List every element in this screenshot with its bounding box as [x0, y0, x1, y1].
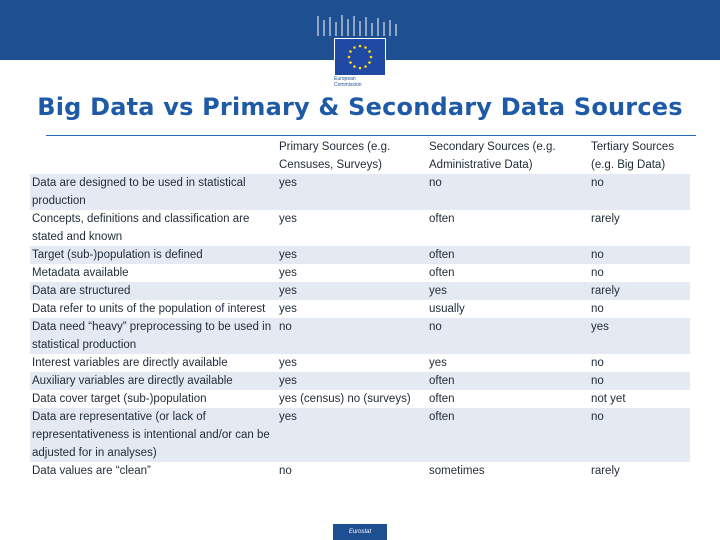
- header-tertiary-sources: Tertiary Sources (e.g. Big Data): [589, 138, 690, 174]
- primary-cell: yes: [277, 282, 427, 300]
- criterion-cell: Data refer to units of the population of interest: [30, 300, 277, 318]
- header-criterion: [30, 138, 277, 174]
- table-row: [30, 174, 690, 210]
- secondary-cell: often: [427, 372, 589, 390]
- criterion-cell: Data need “heavy” preprocessing to be used in statistical production: [30, 318, 277, 354]
- eurostat-logo: Eurostat: [333, 524, 387, 540]
- eu-stars-icon: [335, 39, 385, 75]
- tertiary-cell: rarely: [589, 282, 690, 300]
- table-row: [30, 408, 690, 462]
- tertiary-cell: no: [589, 300, 690, 318]
- secondary-cell: sometimes: [427, 462, 589, 480]
- page-title: Big Data vs Primary & Secondary Data Sources: [37, 93, 683, 121]
- criterion-cell: Concepts, definitions and classification are stated and known: [30, 210, 277, 246]
- logo-line-1: European: [334, 76, 356, 82]
- logo-caption: [334, 76, 394, 88]
- primary-cell: no: [277, 318, 427, 354]
- secondary-cell: often: [427, 246, 589, 264]
- logo-line-2: Commission: [334, 82, 362, 88]
- criterion-cell: Metadata available: [30, 264, 277, 282]
- table-row: [30, 246, 690, 264]
- tertiary-cell: no: [589, 264, 690, 282]
- primary-cell: yes: [277, 300, 427, 318]
- tertiary-cell: rarely: [589, 462, 690, 480]
- table-row: [30, 300, 690, 318]
- table-row: [30, 372, 690, 390]
- criterion-cell: Target (sub-)population is defined: [30, 246, 277, 264]
- secondary-cell: often: [427, 408, 589, 462]
- secondary-cell: no: [427, 174, 589, 210]
- primary-cell: yes: [277, 246, 427, 264]
- table-row: [30, 354, 690, 372]
- tertiary-cell: rarely: [589, 210, 690, 246]
- tertiary-cell: no: [589, 372, 690, 390]
- table-row: [30, 264, 690, 282]
- primary-cell: yes: [277, 210, 427, 246]
- eu-flag-icon: [334, 38, 386, 76]
- table-row: [30, 282, 690, 300]
- primary-cell: yes: [277, 372, 427, 390]
- tertiary-cell: yes: [589, 318, 690, 354]
- sources-comparison-table: [30, 138, 690, 480]
- secondary-cell: often: [427, 264, 589, 282]
- primary-cell: yes: [277, 264, 427, 282]
- criterion-cell: Data cover target (sub-)population: [30, 390, 277, 408]
- tertiary-cell: not yet: [589, 390, 690, 408]
- title-underline: [46, 135, 696, 136]
- secondary-cell: often: [427, 210, 589, 246]
- primary-cell: yes: [277, 408, 427, 462]
- secondary-cell: yes: [427, 282, 589, 300]
- header-primary-sources: Primary Sources (e.g. Censuses, Surveys): [277, 138, 427, 174]
- criterion-cell: Data are representative (or lack of representativeness is intentional and/or can be adjusted for in analyses): [30, 408, 277, 462]
- criterion-cell: Interest variables are directly available: [30, 354, 277, 372]
- secondary-cell: often: [427, 390, 589, 408]
- secondary-cell: usually: [427, 300, 589, 318]
- secondary-cell: yes: [427, 354, 589, 372]
- tertiary-cell: no: [589, 354, 690, 372]
- criterion-cell: Data values are “clean”: [30, 462, 277, 480]
- table-row: [30, 390, 690, 408]
- tertiary-cell: no: [589, 174, 690, 210]
- primary-cell: yes (census) no (surveys): [277, 390, 427, 408]
- table-row: [30, 318, 690, 354]
- table-row: [30, 210, 690, 246]
- table-header-row: [30, 138, 690, 174]
- header-secondary-sources: Secondary Sources (e.g. Administrative Data): [427, 138, 589, 174]
- european-commission-logo: [312, 14, 408, 88]
- criterion-cell: Data are structured: [30, 282, 277, 300]
- primary-cell: yes: [277, 354, 427, 372]
- primary-cell: no: [277, 462, 427, 480]
- tertiary-cell: no: [589, 246, 690, 264]
- secondary-cell: no: [427, 318, 589, 354]
- table-row: [30, 462, 690, 480]
- criterion-cell: Data are designed to be used in statistical production: [30, 174, 277, 210]
- criterion-cell: Auxiliary variables are directly available: [30, 372, 277, 390]
- tertiary-cell: no: [589, 408, 690, 462]
- primary-cell: yes: [277, 174, 427, 210]
